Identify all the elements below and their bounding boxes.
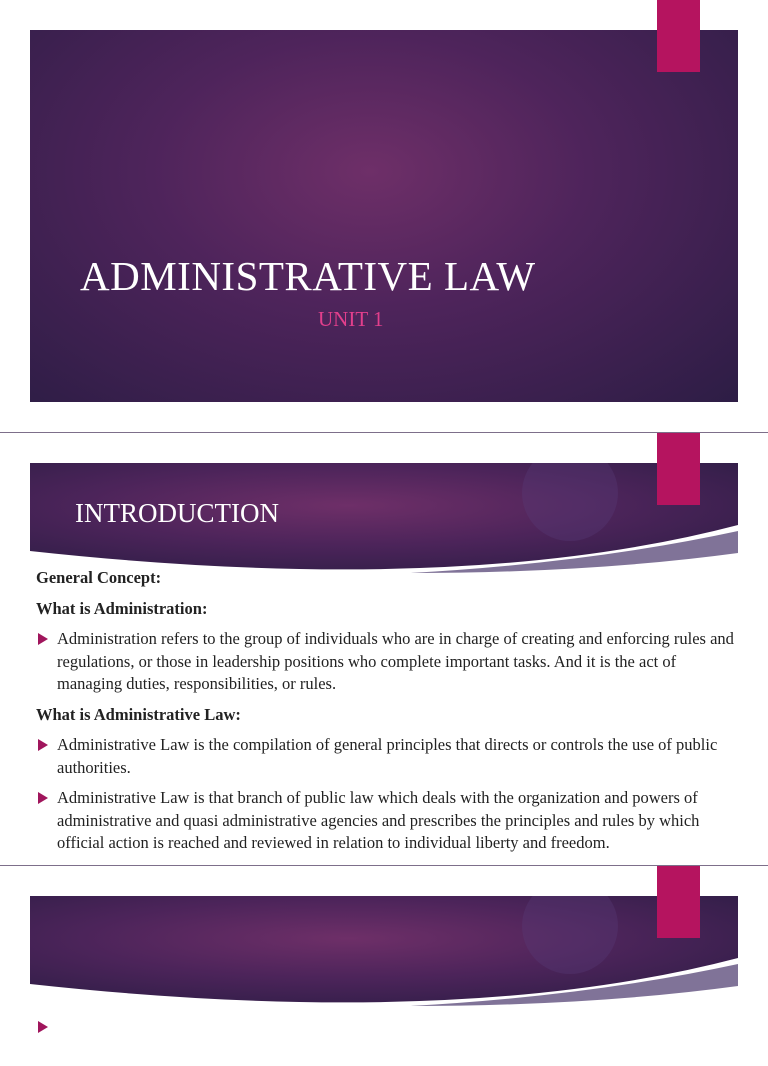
next-slide — [0, 866, 768, 1066]
triangle-bullet-icon — [38, 1021, 48, 1033]
title-panel-background — [30, 30, 738, 402]
section-heading: What is Administration: — [36, 598, 208, 618]
header-banner — [30, 463, 738, 581]
accent-tab — [657, 433, 700, 505]
slide-title: INTRODUCTION — [75, 498, 279, 528]
section-heading: What is Administrative Law: — [36, 704, 241, 724]
slide-content — [36, 567, 736, 863]
bullet-item — [36, 734, 736, 779]
header-banner — [30, 896, 738, 1014]
bullet-text: Administrative Law is that branch of public law which deals with the organization and powers of administrative and quasi administrative agencies and prescribes the principles and rules by which official action is reached and reviewed in relation to individual liberty and freedom. — [57, 788, 700, 852]
bullet-item — [36, 628, 736, 696]
triangle-bullet-icon — [38, 633, 48, 645]
slide-title: ADMINISTRATIVE LAW — [80, 253, 536, 299]
introduction-slide — [0, 433, 768, 865]
triangle-bullet-icon — [38, 739, 48, 751]
bullet-text: Administration refers to the group of individuals who are in charge of creating and enforcing rules and regulations, or those in leadership positions who complete important tasks. And it is the act of managing duties, responsibilities, or rules. — [57, 629, 734, 693]
triangle-bullet-icon — [38, 792, 48, 804]
title-slide — [0, 0, 768, 432]
slide-subtitle: UNIT 1 — [318, 307, 384, 331]
accent-tab — [657, 0, 700, 72]
accent-tab — [657, 866, 700, 938]
section-heading: General Concept: — [36, 568, 162, 587]
bullet-text: Administrative Law is the compilation of general principles that directs or controls the use of public authorities. — [57, 735, 718, 777]
bullet-item — [36, 787, 736, 855]
